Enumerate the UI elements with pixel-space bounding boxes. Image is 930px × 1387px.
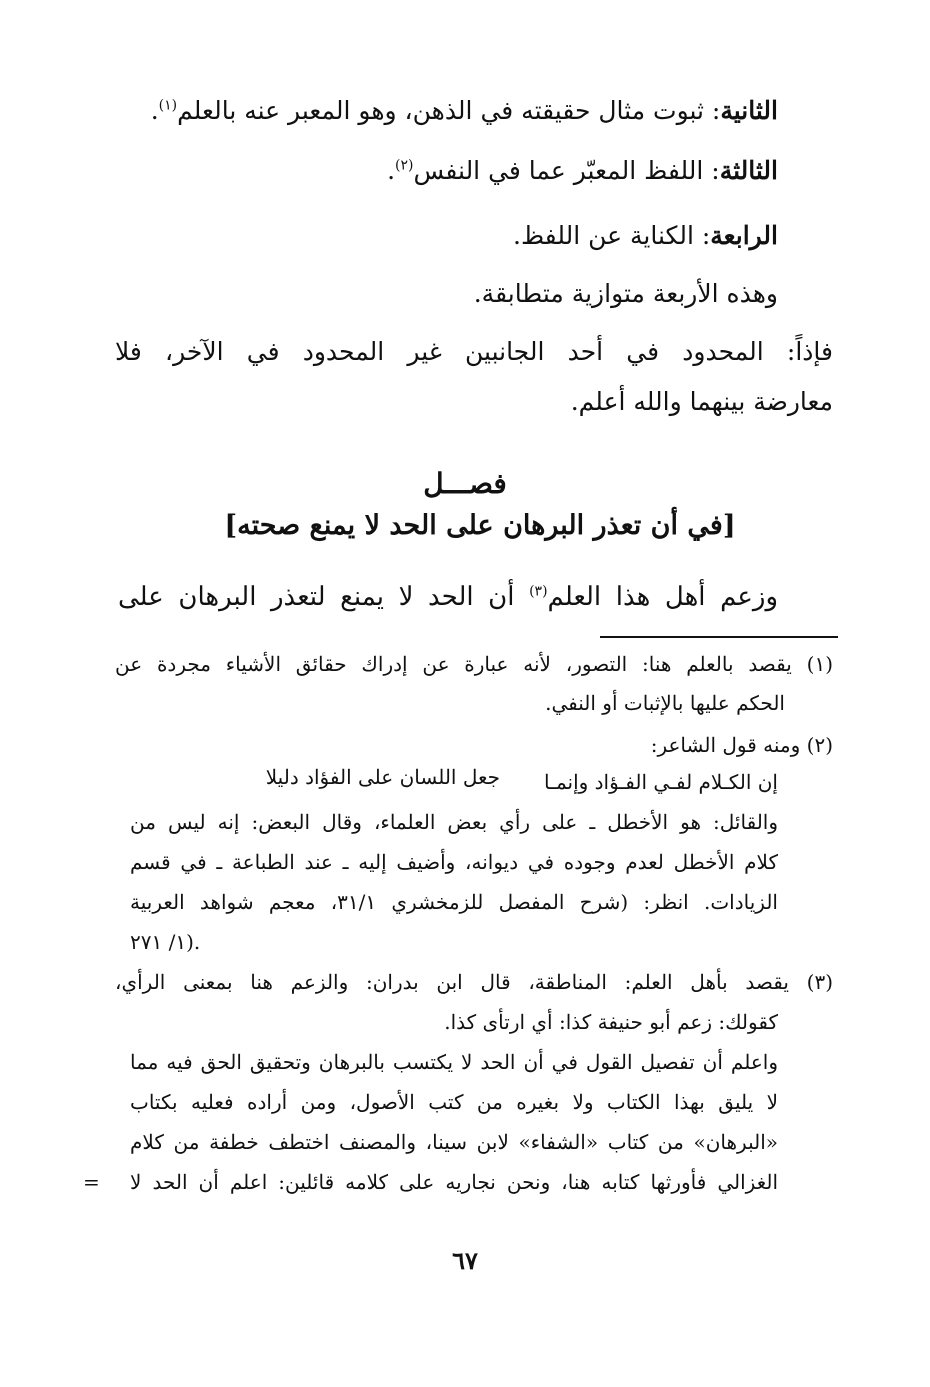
footnote-2-line-1: (٢) ومنه قول الشاعر: — [650, 733, 833, 757]
label-fourth: الرابعة — [710, 221, 778, 250]
section-subheading: [في أن تعذر البرهان على الحد لا يمنع صحته] — [224, 510, 736, 541]
text-third: : اللفظ المعبّر عما في النفس — [413, 156, 720, 185]
text-fourth: : الكناية عن اللفظ. — [513, 221, 711, 250]
end-second: . — [150, 96, 159, 125]
first-line-part-a: وزعم أهل هذا العلم — [547, 582, 779, 612]
label-third: الثالثة — [719, 156, 778, 185]
footnote-3-line-5: «البرهان» من كتاب «الشفاء» لابن سينا، والمصنف اختطف خطفة من كلام — [130, 1130, 778, 1154]
body-line-4: وهذه الأربعة متوازية متطابقة. — [473, 279, 778, 308]
footnote-3-line-4: لا يليق بهذا الكتاب ولا بغيره من كتب الأصول، ومن أراده فعليه بكتاب — [130, 1090, 778, 1114]
page-number: ٦٧ — [452, 1246, 478, 1275]
footnote-3-line-3: واعلم أن تفصيل القول في أن الحد لا يكتسب بالبرهان وتحقيق الحق فيه مما — [130, 1050, 778, 1074]
footnote-2-line-3: والقائل: هو الأخطل ـ على رأي بعض العلماء، وقال البعض: إنه ليس من — [130, 810, 778, 834]
footnote-ref-2: (٢) — [395, 157, 414, 174]
footnote-2-line-5: الزيادات. انظر: (شرح المفصل للزمخشري ٣١/١، معجم شواهد العربية — [130, 890, 778, 914]
footnote-3-line-1: (٣) يقصد بأهل العلم: المناطقة، قال ابن بدران: والزعم هنا بمعنى الرأي، — [115, 970, 833, 994]
first-line-part-b: أن الحد لا يمنع لتعذر البرهان على — [118, 582, 515, 612]
end-third: . — [387, 156, 396, 185]
item-fourth — [138, 221, 778, 250]
section-heading: فصـــل — [423, 467, 507, 500]
footnote-separator — [600, 636, 838, 638]
footnote-ref-3: (٣) — [529, 583, 548, 600]
footnote-1-line-1: (١) يقصد بالعلم هنا: التصور، لأنه عبارة عن إدراك حقائق الأشياء مجردة عن — [115, 652, 833, 676]
body-line-5a: فإذاً: المحدود في أحد الجانبين غير المحدود في الآخر، فلا — [115, 337, 833, 366]
label-second: الثانية — [720, 96, 778, 125]
text-second: : ثبوت مثال حقيقته في الذهن، وهو المعبر عنه بالعلم — [177, 96, 721, 125]
footnote-1-line-2: الحكم عليها بالإثبات أو النفي. — [545, 691, 785, 715]
body-line-5b: معارضة بينهما والله أعلم. — [570, 387, 833, 416]
footnote-3-line-6: الغزالي فأورثها كتابه هنا، ونحن نجاريه على كلامه قائلين: اعلم أن الحد لا — [130, 1170, 778, 1194]
footnote-2-line-4: كلام الأخطل لعدم وجوده في ديوانه، وأضيف إليه ـ عند الطباعة ـ في قسم — [130, 850, 779, 874]
section-first-line — [118, 582, 778, 612]
verse-second-hemistich: جعل اللسان على الفؤاد دليلا — [265, 765, 500, 789]
footnote-ref-1: (١) — [158, 97, 178, 114]
item-second — [138, 96, 778, 125]
item-third — [138, 156, 778, 185]
verse-first-hemistich: إن الكـلام لفـي الفـؤاد وإنمـا — [543, 770, 778, 794]
footnote-3-line-2: كقولك: زعم أبو حنيفة كذا: أي ارتأى كذا. — [444, 1010, 778, 1034]
continuation-mark: = — [83, 1170, 100, 1194]
footnote-2-line-6: ١/ ٢٧١). — [130, 930, 201, 954]
